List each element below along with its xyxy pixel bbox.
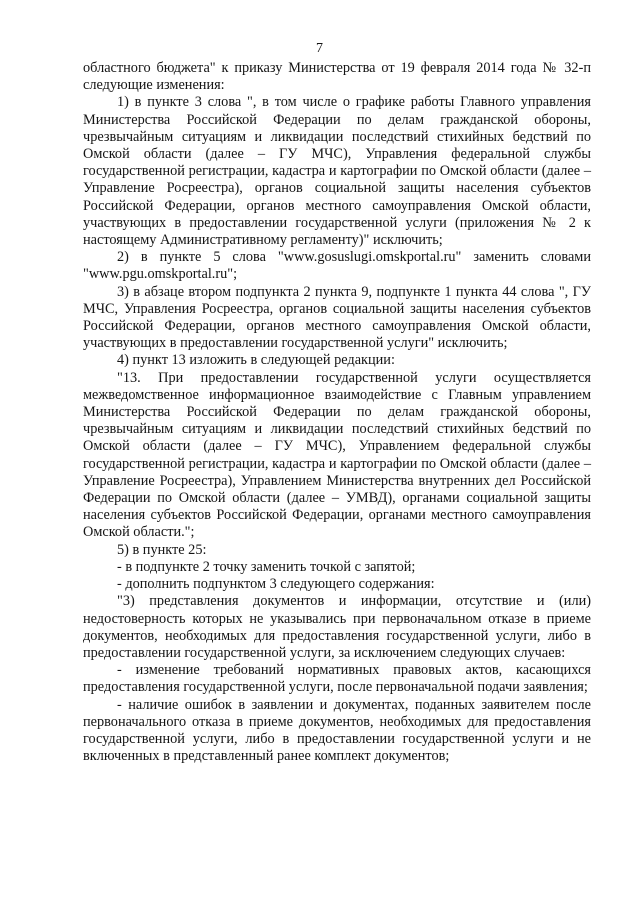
paragraph: - наличие ошибок в заявлении и документах, поданных заявителем после первоначального отказа в приеме документов, необходимых для предоставления государственной услуги, либо в предоставлении государственной услуги и не включенных в представленный ранее комплект документов; bbox=[83, 696, 591, 765]
paragraph: - изменение требований нормативных правовых актов, касающихся предоставления государственной услуги, после первоначальной подачи заявления; bbox=[83, 662, 591, 696]
paragraph: 5) в пункте 25: bbox=[117, 541, 207, 558]
paragraph: областного бюджета" к приказу Министерства от 19 февраля 2014 года № 32-п следующие изменения: bbox=[83, 60, 591, 94]
paragraph: "13. При предоставлении государственной услуги осуществляется межведомственное информационное взаимодействие с Главным управлением Министерства Российской Федерации по делам гражданской обороны, чрезвычайным ситуациям и ликвидации последствий стихийных бедствий по Омской области (далее – ГУ МЧС), Управлением федеральной службы государственной регистрации, кадастра и картографии по Омской области (далее – Управление Росреестра), Управлением Министерства внутренних дел Российской Федерации по Омской области (далее – УМВД), органами социальной защиты населения субъектов Российской Федерации, органами местного самоуправления Омской области."; bbox=[83, 369, 591, 541]
paragraph: 3) в абзаце втором подпункта 2 пункта 9, подпункте 1 пункта 44 слова ", ГУ МЧС, Управления Росреестра, органов социальной защиты населения субъектов Российской Федерации, органов местного самоуправления Омской области, участвующих в предоставлении государственной услуги" исключить; bbox=[83, 283, 591, 352]
paragraph: 1) в пункте 3 слова ", в том числе о графике работы Главного управления Министерства Российской Федерации по делам гражданской обороны, чрезвычайным ситуациям и ликвидации последствий стихийных бедствий по Омской области (далее – ГУ МЧС), Управления федеральной службы государственной регистрации, кадастра и картографии по Омской области (далее – Управление Росреестра), органов социальной защиты населения субъектов Российской Федерации, органов местного самоуправления Омской области, участвующих в предоставлении государственной услуги (приложения № 2 к настоящему Административному регламенту)" исключить; bbox=[83, 94, 591, 249]
paragraph: - дополнить подпунктом 3 следующего содержания: bbox=[117, 576, 435, 593]
paragraph: 4) пункт 13 изложить в следующей редакции: bbox=[117, 352, 395, 369]
page-number: 7 bbox=[316, 41, 323, 56]
paragraph: "3) представления документов и информации, отсутствие и (или) недостоверность которых не указывались при первоначальном отказе в приеме документов, необходимых для предоставления государственной услуги, либо в предоставлении государственной услуги, за исключением следующих случаев: bbox=[83, 593, 591, 661]
paragraph: - в подпункте 2 точку заменить точкой с запятой; bbox=[117, 558, 416, 575]
document-body bbox=[83, 60, 591, 765]
paragraph: 2) в пункте 5 слова "www.gosuslugi.omskportal.ru" заменить словами "www.pgu.omskportal.ru"; bbox=[83, 249, 591, 283]
